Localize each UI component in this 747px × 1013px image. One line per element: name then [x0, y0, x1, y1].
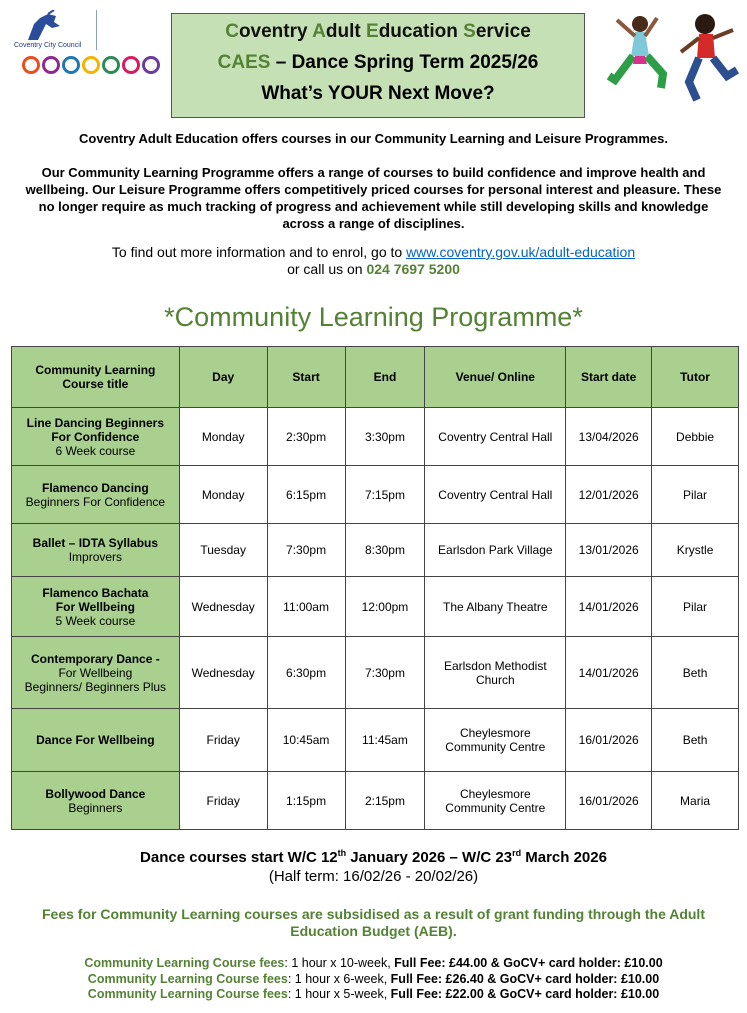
intro-line: Coventry Adult Education offers courses in our Community Learning and Leisure Programmes.: [79, 131, 668, 146]
partner-ring-icon: [122, 56, 140, 74]
title-part: A: [312, 21, 326, 42]
dates-sup2: rd: [512, 848, 522, 858]
title-part: oventry: [238, 21, 313, 42]
course-subtitle: Beginners For Confidence: [25, 494, 166, 509]
council-name: Coventry City Council: [14, 42, 82, 49]
course-title-cell: [12, 772, 180, 830]
partner-ring-icon: [22, 56, 40, 74]
start-date-cell: 12/01/2026: [566, 466, 652, 524]
table-row: [12, 637, 739, 709]
table-row: [12, 709, 739, 772]
title-box: [171, 13, 585, 118]
header-start: Start: [267, 347, 345, 408]
dancer-left-figure: [609, 16, 663, 88]
course-title-cell: [12, 524, 180, 577]
fee-label: Community Learning Course fees: [84, 956, 285, 970]
start-cell: 6:30pm: [267, 637, 345, 709]
fee-line: [20, 987, 727, 1003]
start-date-cell: 13/04/2026: [566, 408, 652, 466]
partner-rings: [22, 56, 160, 92]
day-cell: Wednesday: [179, 577, 267, 637]
venue-cell: Earlsdon Park Village: [425, 524, 566, 577]
course-subtitle: Improvers: [68, 550, 123, 564]
website-link[interactable]: www.coventry.gov.uk/adult-education: [406, 244, 636, 260]
dates-sup1: th: [337, 848, 347, 858]
course-title: Contemporary Dance -: [31, 651, 160, 666]
council-logo: [12, 10, 172, 90]
fee-duration: : 1 hour x 10-week,: [284, 956, 395, 970]
day-cell: Monday: [179, 408, 267, 466]
start-date-cell: 14/01/2026: [566, 577, 652, 637]
end-cell: 8:30pm: [345, 524, 425, 577]
start-cell: 11:00am: [267, 577, 345, 637]
tutor-cell: Pilar: [652, 466, 739, 524]
day-cell: Tuesday: [179, 524, 267, 577]
tutor-cell: Krystle: [652, 524, 739, 577]
dates-mid: January 2026 – W/C 23: [346, 849, 513, 866]
end-cell: 12:00pm: [345, 577, 425, 637]
start-date-cell: 14/01/2026: [566, 637, 652, 709]
fee-line: [20, 956, 727, 972]
course-table: [11, 346, 739, 830]
partner-ring-icon: [62, 56, 80, 74]
start-cell: 2:30pm: [267, 408, 345, 466]
header-venue: Venue/ Online: [425, 347, 566, 408]
course-title: For Wellbeing: [55, 599, 135, 614]
end-cell: 2:15pm: [345, 772, 425, 830]
course-subtitle: 6 Week course: [55, 443, 136, 458]
course-title-cell: [12, 709, 180, 772]
tutor-cell: Beth: [652, 709, 739, 772]
start-date-cell: 16/01/2026: [566, 709, 652, 772]
fee-duration: : 1 hour x 5-week,: [287, 987, 391, 1001]
venue-cell: The Albany Theatre: [425, 577, 566, 637]
venue-cell: Earlsdon Methodist Church: [425, 637, 566, 709]
fee-label: Community Learning Course fees: [87, 971, 288, 986]
fee-label: Community Learning Course fees: [87, 987, 288, 1001]
table-row: [12, 466, 739, 524]
table-row: [12, 524, 739, 577]
fee-amount: Full Fee: £44.00 & GoCV+ card holder: £10.00: [394, 956, 663, 970]
end-cell: 11:45am: [345, 709, 425, 772]
dates-suffix: March 2026: [521, 849, 607, 866]
start-cell: 10:45am: [267, 709, 345, 772]
partner-ring-icon: [102, 56, 120, 74]
table-row: [12, 772, 739, 830]
course-title: Bollywood Dance: [45, 786, 146, 801]
title-part: E: [366, 21, 379, 42]
start-date-cell: 13/01/2026: [566, 524, 652, 577]
course-title-cell: [12, 577, 180, 637]
title-part: dult: [325, 21, 366, 42]
venue-cell: Coventry Central Hall: [425, 408, 566, 466]
term-title: [172, 52, 584, 74]
contact-prefix: To find out more information and to enrol, go to: [111, 244, 407, 260]
venue-cell: Cheylesmore Community Centre: [425, 709, 566, 772]
half-term: (Half term: 16/02/26 - 20/02/26): [268, 868, 479, 885]
table-row: [12, 577, 739, 637]
term-rest: – Dance Spring Term 2025/26: [270, 52, 539, 73]
title-part: S: [463, 21, 476, 42]
course-subtitle: Beginners: [68, 800, 123, 815]
table-header-row: [12, 347, 739, 408]
day-cell: Monday: [179, 466, 267, 524]
fee-duration: : 1 hour x 6-week,: [287, 971, 391, 986]
phone-number: 024 7697 5200: [366, 261, 460, 277]
venue-cell: Coventry Central Hall: [425, 466, 566, 524]
start-cell: 7:30pm: [267, 524, 345, 577]
end-cell: 7:15pm: [345, 466, 425, 524]
unicorn-logo-icon: [20, 10, 80, 44]
dancers-image: [605, 10, 740, 110]
fees-note: Fees for Community Learning courses are subsidised as a result of grant funding through the Adult Education Budget (AEB).: [41, 906, 705, 939]
contact-info: [20, 244, 727, 278]
course-subtitle: For Wellbeing: [58, 665, 133, 680]
end-cell: 3:30pm: [345, 408, 425, 466]
course-title-cell: [12, 408, 180, 466]
course-subtitle: 5 Week course: [55, 613, 136, 628]
intro-paragraph: Our Community Learning Programme offers a range of courses to build confidence and improve health and wellbeing. Our Leisure Programme offers competitively priced courses for personal interest and pleasure. These no longer require as much tracking of progress and achievement while still developing skills and knowledge across a range of disciplines.: [25, 165, 722, 231]
header-end: End: [345, 347, 425, 408]
programme-title: *Community Learning Programme*: [164, 302, 583, 332]
header-start-date: Start date: [566, 347, 652, 408]
header-course-title: Community Learning Course title: [12, 347, 180, 408]
divider-line: [96, 10, 97, 50]
fee-amount: Full Fee: £26.40 & GoCV+ card holder: £10.00: [390, 971, 660, 986]
header-day: Day: [179, 347, 267, 408]
course-title: Flamenco Bachata: [42, 585, 149, 600]
day-cell: Friday: [179, 772, 267, 830]
header-tutor: Tutor: [652, 347, 739, 408]
course-title-cell: [12, 466, 180, 524]
course-subtitle: Beginners/ Beginners Plus: [24, 679, 167, 694]
course-title: Line Dancing Beginners: [26, 415, 165, 430]
partner-ring-icon: [142, 56, 160, 74]
term-prefix: CAES: [217, 52, 271, 73]
tutor-cell: Maria: [652, 772, 739, 830]
table-row: [12, 408, 739, 466]
dancer-right-figure: [681, 14, 737, 100]
title-part: ducation: [378, 21, 464, 42]
course-title: Flamenco Dancing: [42, 480, 149, 495]
course-title: Dance For Wellbeing: [36, 733, 155, 747]
course-title: Ballet – IDTA Syllabus: [32, 536, 159, 550]
title-part: C: [225, 21, 239, 42]
day-cell: Wednesday: [179, 637, 267, 709]
day-cell: Friday: [179, 709, 267, 772]
partner-ring-icon: [42, 56, 60, 74]
start-date-cell: 16/01/2026: [566, 772, 652, 830]
dates-prefix: Dance courses start W/C 12: [140, 849, 338, 866]
venue-cell: Cheylesmore Community Centre: [425, 772, 566, 830]
fee-lines: [20, 956, 727, 1003]
fee-amount: Full Fee: £22.00 & GoCV+ card holder: £10.00: [390, 987, 660, 1001]
service-title: [172, 21, 584, 43]
partner-ring-icon: [82, 56, 100, 74]
start-cell: 1:15pm: [267, 772, 345, 830]
fee-line: [20, 972, 727, 988]
tutor-cell: Debbie: [652, 408, 739, 466]
course-title-cell: [12, 637, 180, 709]
course-dates: [20, 848, 727, 866]
course-title: For Confidence: [51, 429, 140, 444]
title-part: ervice: [475, 21, 531, 42]
tutor-cell: Beth: [652, 637, 739, 709]
call-prefix: or call us on: [287, 261, 367, 277]
start-cell: 6:15pm: [267, 466, 345, 524]
end-cell: 7:30pm: [345, 637, 425, 709]
tutor-cell: Pilar: [652, 577, 739, 637]
tagline: What’s YOUR Next Move?: [261, 83, 495, 104]
